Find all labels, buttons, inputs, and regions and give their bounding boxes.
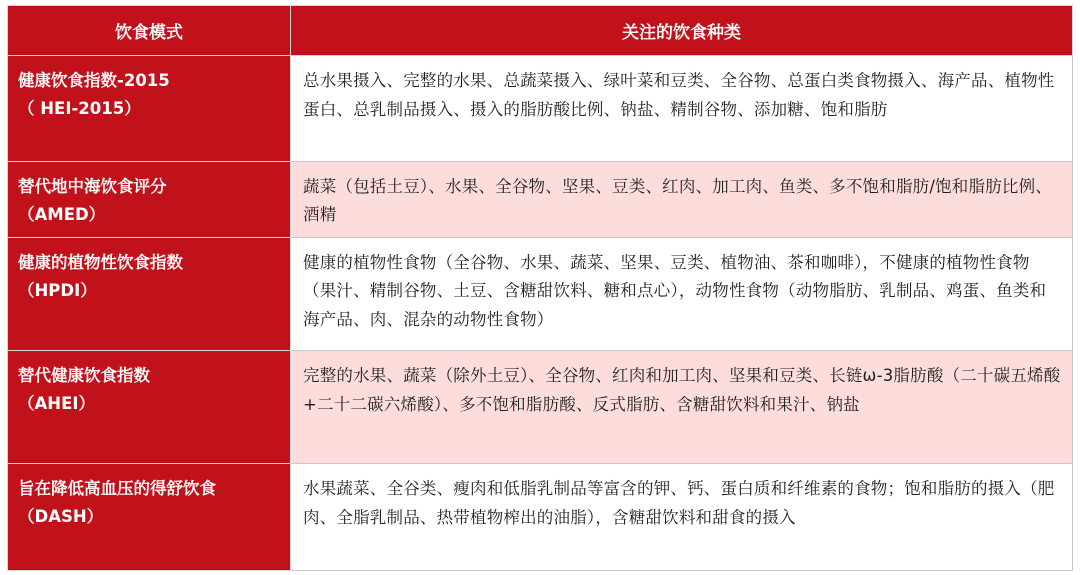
table-row: [8, 161, 1073, 237]
pattern-name: 健康的植物性饮食指数: [18, 252, 183, 272]
pattern-cell: [8, 56, 291, 162]
foods-cell: 蔬菜（包括土豆）、水果、全谷物、坚果、豆类、红肉、加工肉、鱼类、多不饱和脂肪/饱和脂肪比例、酒精: [291, 161, 1073, 237]
pattern-name: 健康饮食指数-2015: [18, 71, 170, 90]
header-diet-pattern: 饮食模式: [8, 6, 291, 56]
pattern-name: 旨在降低高血压的得舒饮食: [18, 479, 216, 499]
foods-cell: 总水果摄入、完整的水果、总蔬菜摄入、绿叶菜和豆类、全谷物、总蛋白类食物摄入、海产品、植物性蛋白、总乳制品摄入、摄入的脂肪酸比例、钠盐、精制谷物、添加糖、饱和脂肪: [291, 56, 1073, 162]
pattern-abbr: （ HEI-2015）: [18, 99, 141, 118]
pattern-name: 替代地中海饮食评分: [18, 176, 167, 196]
pattern-cell: [8, 161, 291, 237]
pattern-abbr: （HPDI）: [18, 280, 97, 300]
pattern-cell: [8, 464, 291, 571]
pattern-abbr: （AMED）: [18, 204, 106, 224]
diet-patterns-table: [7, 5, 1073, 571]
foods-cell: 健康的植物性食物（全谷物、水果、蔬菜、坚果、豆类、植物油、茶和咖啡），不健康的植物性食物（果汁、精制谷物、土豆、含糖甜饮料、糖和点心），动物性食物（动物脂肪、乳制品、鸡蛋、鱼类和海产品、肉、混杂的动物性食物）: [291, 237, 1073, 351]
pattern-abbr: （AHEI）: [18, 394, 95, 414]
table-row: [8, 351, 1073, 464]
table-row: [8, 237, 1073, 351]
foods-cell: 完整的水果、蔬菜（除外土豆）、全谷物、红肉和加工肉、坚果和豆类、长链ω-3脂肪酸（二十碳五烯酸+二十二碳六烯酸）、多不饱和脂肪酸、反式脂肪、含糖甜饮料和果汁、钠盐: [291, 351, 1073, 464]
pattern-abbr: （DASH）: [18, 507, 104, 527]
foods-cell: 水果蔬菜、全谷类、瘦肉和低脂乳制品等富含的钾、钙、蛋白质和纤维素的食物；饱和脂肪的摄入（肥肉、全脂乳制品、热带植物榨出的油脂），含糖甜饮料和甜食的摄入: [291, 464, 1073, 571]
pattern-cell: [8, 351, 291, 464]
pattern-name: 替代健康饮食指数: [18, 366, 150, 386]
table-row: [8, 56, 1073, 162]
header-food-categories: 关注的饮食种类: [291, 6, 1073, 56]
table-row: [8, 464, 1073, 571]
table-header-row: [8, 6, 1073, 56]
pattern-cell: [8, 237, 291, 351]
